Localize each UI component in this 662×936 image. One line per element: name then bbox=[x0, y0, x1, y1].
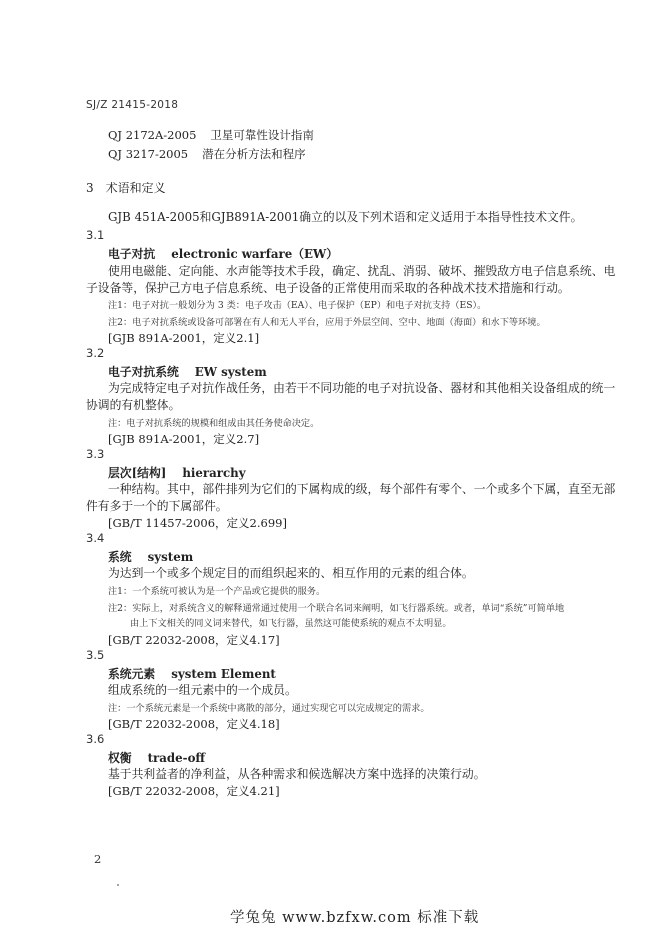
term-note: 注：电子对抗系统的规模和组成由其任务使命决定。 bbox=[108, 418, 320, 429]
term-number: 3.5 bbox=[86, 648, 105, 662]
section-heading bbox=[86, 179, 166, 196]
section-intro: GJB 451A-2005和GJB891A-2001确立的以及下列术语和定义适用于本指导性技术文件。 bbox=[108, 210, 583, 224]
reference-code: QJ 3217-2005 bbox=[108, 147, 189, 161]
term-note: 注2：电子对抗系统或设备可部署在有人和无人平台，应用于外层空间、空中、地面（海面）和水下等环境。 bbox=[108, 317, 546, 328]
term-definition-line: 组成系统的一组元素中的一个成员。 bbox=[108, 683, 297, 697]
reference-title: 卫星可靠性设计指南 bbox=[210, 128, 314, 142]
term-source: [GJB 891A-2001，定义2.7] bbox=[108, 432, 260, 446]
term-number: 3.4 bbox=[86, 531, 105, 545]
term-note: 注1：一个系统可被认为是一个产品或它提供的服务。 bbox=[108, 586, 326, 597]
term-source: [GB/T 22032-2008，定义4.17] bbox=[108, 633, 280, 647]
term-note: 注1：电子对抗一般划分为 3 类：电子攻击（EA）、电子保护（EP）和电子对抗支持（ES）。 bbox=[108, 300, 487, 311]
term-cn: 电子对抗系统 bbox=[108, 365, 179, 379]
term-source: [GB/T 22032-2008，定义4.21] bbox=[108, 784, 280, 798]
term-definition-line: 为完成特定电子对抗作战任务，由若干不同功能的电子对抗设备、器材和其他相关设备组成的统一 bbox=[108, 381, 616, 395]
term-heading bbox=[108, 245, 338, 262]
term-note: 注：一个系统元素是一个系统中离散的部分，通过实现它可以完成规定的需求。 bbox=[108, 703, 430, 714]
term-cn: 系统 bbox=[108, 550, 132, 564]
term-definition-line: 协调的有机整体。 bbox=[86, 398, 181, 412]
page-number: 2 bbox=[94, 852, 102, 866]
term-heading bbox=[108, 363, 267, 380]
term-en: system bbox=[147, 550, 194, 564]
term-definition-line: 基于共利益者的净利益，从各种需求和候选解决方案中选择的决策行动。 bbox=[108, 767, 486, 781]
term-en: system Element bbox=[171, 667, 276, 681]
term-number: 3.1 bbox=[86, 228, 105, 242]
reference-title: 潜在分析方法和程序 bbox=[202, 147, 306, 161]
term-source: [GB/T 22032-2008，定义4.18] bbox=[108, 717, 280, 731]
term-cn: 权衡 bbox=[108, 751, 132, 765]
section-title: 术语和定义 bbox=[105, 181, 166, 195]
term-definition-line: 子设备等，保护己方电子信息系统、电子设备的正常使用而采取的各种战术技术措施和行动。 bbox=[86, 281, 570, 295]
reference-code: QJ 2172A-2005 bbox=[108, 128, 197, 142]
section-number: 3 bbox=[86, 181, 94, 195]
term-en: EW system bbox=[194, 365, 267, 379]
term-cn: 电子对抗 bbox=[108, 247, 156, 261]
reference-item bbox=[108, 127, 314, 143]
reference-item bbox=[108, 146, 306, 162]
term-en: hierarchy bbox=[182, 466, 246, 480]
standard-code: SJ/Z 21415-2018 bbox=[86, 99, 179, 111]
term-heading bbox=[108, 548, 193, 565]
term-number: 3.2 bbox=[86, 346, 105, 360]
footer-watermark: 学兔兔 www.bzfxw.com 标准下载 bbox=[230, 910, 480, 926]
term-number: 3.6 bbox=[86, 732, 105, 746]
term-cn: 系统元素 bbox=[108, 667, 156, 681]
term-definition-line: 为达到一个或多个规定目的而组织起来的、相互作用的元素的组合体。 bbox=[108, 566, 474, 580]
term-en: trade-off bbox=[147, 751, 206, 765]
term-definition-line: 件有多于一个的下属部件。 bbox=[86, 499, 228, 513]
term-definition-line: 一种结构。其中，部件排列为它们的下属构成的级，每个部件有零个、一个或多个下属，直至无部 bbox=[108, 482, 616, 496]
term-source: [GJB 891A-2001，定义2.1] bbox=[108, 331, 260, 345]
term-note-continuation: 由上下文相关的同义词来替代，如飞行器，虽然这可能使系统的观点不太明显。 bbox=[130, 618, 452, 629]
scan-speck bbox=[117, 884, 119, 886]
term-definition-line: 使用电磁能、定向能、水声能等技术手段，确定、扰乱、消弱、破坏、摧毁敌方电子信息系统、电 bbox=[108, 264, 616, 278]
term-number: 3.3 bbox=[86, 447, 105, 461]
term-source: [GB/T 11457-2006，定义2.699] bbox=[108, 516, 287, 530]
term-cn: 层次[结构] bbox=[108, 466, 167, 480]
term-heading bbox=[108, 464, 246, 481]
term-heading bbox=[108, 665, 276, 682]
term-en: electronic warfare（EW） bbox=[171, 247, 339, 261]
term-heading bbox=[108, 749, 205, 766]
term-note: 注2：实际上，对系统含义的解释通常通过使用一个联合名词来阐明，如飞行器系统。或者，单词“系统”可简单地 bbox=[108, 603, 565, 614]
